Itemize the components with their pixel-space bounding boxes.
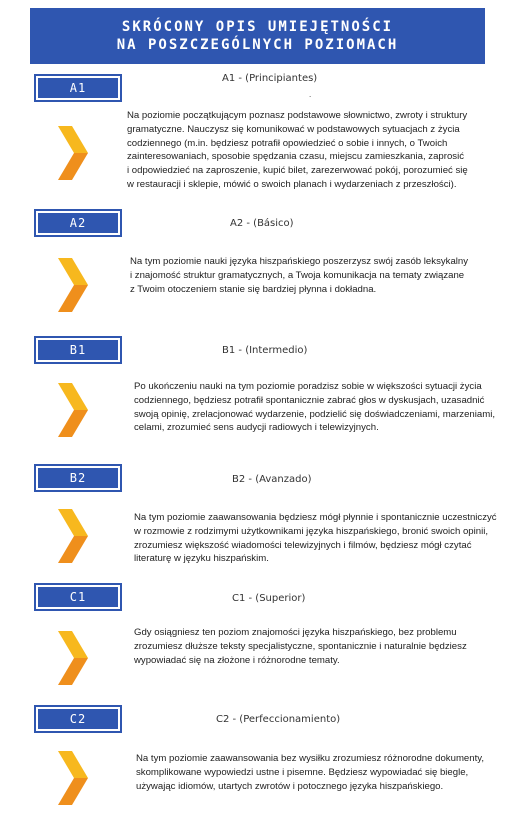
- description-line: celami, zrozumieć sens audycji radiowych i telewizyjnych.: [134, 422, 379, 434]
- description-line: wypowiadać się na złożone i różnorodne tematy.: [134, 654, 340, 666]
- header-title-line1: SKRÓCONY OPIS UMIEJĘTNOŚCI: [121, 19, 394, 35]
- level-description-c1: [134, 626, 467, 667]
- page-header: [30, 8, 485, 64]
- level-code: C2: [69, 712, 87, 726]
- level-subtitle-b2: B2 - (Avanzado): [232, 474, 312, 485]
- chevron-right-icon: [58, 509, 88, 563]
- chevron-right-icon: [58, 258, 88, 312]
- description-line: codziennego, będziesz potrafił spontanicznie zabrać głos w dyskusjach, uzasadnić: [134, 394, 485, 406]
- level-description-a2: [130, 255, 468, 296]
- description-line: w restauracji i sklepie, mówić o swoich planach i wydarzeniach z przeszłości).: [127, 178, 457, 190]
- level-badge-c2: [34, 705, 122, 733]
- level-badge-b1: [34, 336, 122, 364]
- level-subtitle-c1: C1 - (Superior): [232, 593, 306, 604]
- level-description-a1: [127, 109, 468, 192]
- level-subtitle-a2: A2 - (Básico): [230, 218, 294, 229]
- description-line: skomplikowane wypowiedzi ustne i pisemne. Będziesz wypowiadać się biegle,: [136, 766, 469, 778]
- chevron-right-icon: [58, 751, 88, 805]
- level-description-b2: [134, 511, 497, 566]
- chevron-right-icon: [58, 126, 88, 180]
- level-subtitle-c2: C2 - (Perfeccionamiento): [216, 714, 341, 725]
- level-badge-a1: [34, 74, 122, 102]
- level-code: A1: [69, 81, 87, 95]
- description-line: Po ukończeniu nauki na tym poziomie poradzisz sobie w większości sytuacji życia: [134, 381, 482, 392]
- description-line: zrozumiesz dłuższe teksty specjalistyczne, spontanicznie i naturalnie będziesz: [134, 640, 467, 652]
- description-line: Na poziomie początkującym poznasz podstawowe słownictwo, zwroty i struktury: [127, 110, 468, 121]
- level-code: B1: [69, 343, 87, 357]
- description-line: Na tym poziomie zaawansowania bez wysiłku zrozumiesz różnorodne dokumenty,: [136, 753, 485, 764]
- description-line: Na tym poziomie nauki języka hiszpańskiego poszerzysz swój zasób leksykalny: [130, 256, 469, 267]
- description-line: w rozmowie z rodzimymi użytkownikami języka hiszpańskiego, bronić swoich opinii,: [134, 525, 489, 537]
- description-line: Gdy osiągniesz ten poziom znajomości języka hiszpańskiego, bez problemu: [134, 627, 457, 638]
- header-title-line2: NA POSZCZEGÓLNYCH POZIOMACH: [116, 37, 399, 53]
- level-code: C1: [69, 590, 87, 604]
- description-line: zainteresowaniach, sposobie spędzania czasu, miejscu zamieszkania, zaprosić: [127, 151, 465, 163]
- level-badge-c1: [34, 583, 122, 611]
- level-badge-b2: [34, 464, 122, 492]
- chevron-right-icon: [58, 631, 88, 685]
- description-line: z Twoim otoczeniem stanie się bardziej płynna i dokładna.: [130, 283, 377, 295]
- chevron-right-icon: [58, 383, 88, 437]
- description-line: codziennego (m.in. będziesz potrafił opowiedzieć o sobie i innych, o Twoich: [127, 137, 448, 149]
- description-line: gramatyczne. Nauczysz się komunikować w podstawowych sytuacjach z życia: [127, 123, 460, 135]
- description-line: literaturę w języku hiszpańskim.: [134, 553, 269, 565]
- level-badge-a2: [34, 209, 122, 237]
- description-line: i znajomość struktur gramatycznych, a Twoja komunikacja na tematy związane: [130, 269, 465, 281]
- decorative-dot: .: [309, 90, 312, 99]
- level-subtitle-b1: B1 - (Intermedio): [222, 345, 308, 356]
- description-line: zrozumiesz większość wiadomości telewizyjnych i filmów, będziesz mógł czytać: [134, 539, 472, 551]
- level-code: B2: [69, 471, 87, 485]
- description-line: używając idiomów, utartych zwrotów i potocznego języka hiszpańskiego.: [136, 780, 444, 792]
- level-subtitle-a1: A1 - (Principiantes): [222, 73, 318, 84]
- description-line: i odpowiedzieć na zaproszenie, kupić bilet, zarezerwować pokój, porozumieć się: [127, 165, 468, 177]
- level-code: A2: [69, 216, 87, 230]
- level-description-c2: [136, 752, 484, 793]
- description-line: Na tym poziomie zaawansowania będziesz mógł płynnie i spontanicznie uczestniczyć: [134, 512, 497, 523]
- level-description-b1: [134, 380, 495, 435]
- description-line: swoją opinię, zrelacjonować wydarzenie, podzielić się doświadczeniami, marzeniami,: [134, 408, 495, 420]
